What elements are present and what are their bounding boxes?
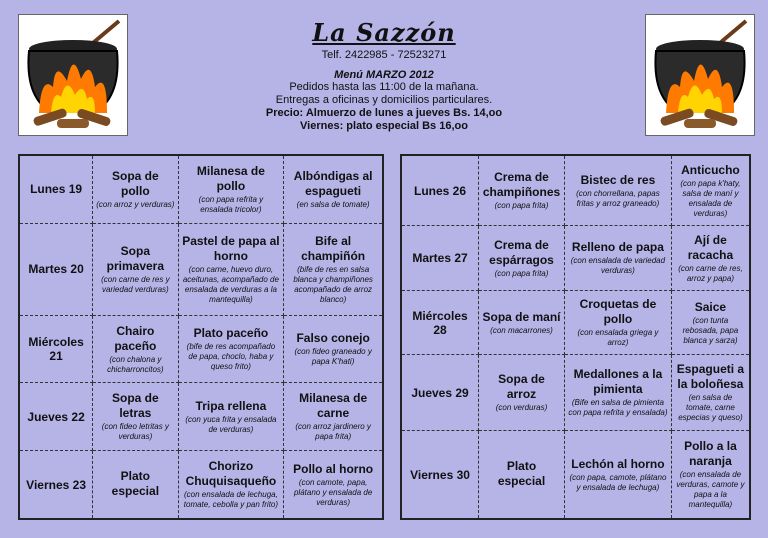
dish-name: Bife al champiñón [301, 233, 366, 263]
dish-name: Milanesa de carne [299, 391, 368, 421]
order-deadline: Pedidos hasta las 11:00 de la mañana. [289, 81, 479, 93]
dish-name: Pollo al horno [293, 461, 374, 476]
alt-dish-cell [284, 223, 383, 315]
dish-description: (con yuca frita y ensalada de verduras) [185, 414, 277, 434]
dish-description: (con camote, papa, plátano y ensalada de verduras) [293, 477, 373, 507]
day-cell [19, 315, 93, 383]
alt-dish-cell [671, 290, 750, 355]
day-label: Jueves 29 [411, 385, 469, 400]
soup-cell [479, 355, 565, 431]
soup-cell [479, 226, 565, 291]
day-cell [401, 155, 479, 226]
menu-row [19, 315, 383, 383]
menu-month-title: Menú MARZO 2012 [334, 69, 434, 81]
dish-description: (con papa k'haty, salsa de maní y ensalada de verduras) [680, 178, 741, 218]
day-cell [401, 355, 479, 431]
alt-dish-cell [671, 155, 750, 226]
price-weekday: Precio: Almuerzo de lunes a jueves Bs. 14,oo [265, 107, 503, 119]
alt-dish-cell [284, 315, 383, 383]
dish-name: Croquetas de pollo [579, 297, 657, 327]
dish-name: Crema de champiñones [482, 170, 561, 200]
dish-name: Sopa de maní [482, 309, 561, 324]
alt-dish-cell [671, 226, 750, 291]
main-dish-cell [564, 355, 671, 431]
dish-description: (con carne, huevo duro, aceitunas, acompañado de ensalada de verduras a la mantequilla) [182, 264, 279, 304]
dish-description: (con ensalada griega y arroz) [577, 328, 659, 348]
dish-name: Sopa de letras [112, 391, 159, 421]
day-label: Miércoles 21 [28, 335, 84, 364]
dish-description: (Bife en salsa de pimienta con papa refrita y ensalada) [568, 398, 668, 418]
soup-cell [479, 155, 565, 226]
restaurant-title: La Sazzón [312, 18, 456, 47]
day-label: Viernes 30 [410, 467, 470, 482]
day-cell [19, 451, 93, 519]
dish-name: Chairo paceño [114, 323, 157, 353]
price-friday: Viernes: plato especial Bs 16,oo [300, 120, 468, 132]
phone-number: Telf. 2422985 - 72523271 [321, 49, 447, 61]
menu-row [19, 155, 383, 223]
dish-description: (con carne de res y variedad verduras) [101, 274, 170, 294]
dish-description: (con papa frita) [494, 268, 549, 278]
day-label: Lunes 26 [414, 183, 467, 198]
main-dish-cell [178, 451, 284, 519]
menu-row [19, 451, 383, 519]
dish-description: (con arroz jardinero y papa frita) [295, 422, 371, 442]
dish-name: Crema de espárragos [489, 237, 554, 267]
menu-row [401, 290, 750, 355]
dish-description: (con arroz y verduras) [96, 199, 175, 209]
menu-row [401, 155, 750, 226]
dish-name: Medallones a la pimienta [573, 367, 663, 397]
main-dish-cell [564, 290, 671, 355]
main-dish-cell [564, 431, 671, 519]
week-1-menu-table [18, 154, 384, 520]
day-label: Lunes 19 [30, 182, 83, 197]
dish-description: (con fideo graneado y papa K'hati) [294, 347, 372, 367]
main-dish-cell [178, 383, 284, 451]
day-cell [401, 431, 479, 519]
menu-row [19, 223, 383, 315]
dish-name: Sopa de pollo [112, 168, 159, 198]
dish-name: Chorizo Chuquisaqueño [185, 459, 277, 489]
dish-name: Falso conejo [296, 331, 370, 346]
main-dish-cell [178, 155, 284, 223]
dish-description: (con chorrellana, papas fritas y arroz graneado) [576, 188, 660, 208]
alt-dish-cell [671, 431, 750, 519]
dish-name: Milanesa de pollo [196, 163, 265, 193]
dish-name: Bistec de res [580, 172, 656, 187]
day-label: Martes 20 [28, 262, 84, 277]
dish-name: Plato especial [111, 469, 160, 499]
day-label: Miércoles 28 [412, 308, 468, 337]
soup-cell [479, 290, 565, 355]
dish-description: (bife de res acompañado de papa, choclo, haba y queso frito) [186, 342, 276, 372]
day-cell [19, 383, 93, 451]
delivery-info: Entregas a oficinas y domicilios particulares. [275, 94, 493, 106]
dish-description: (con ensalada de verduras, camote y papa a la mantequilla) [676, 470, 745, 510]
menu-row [401, 355, 750, 431]
dish-description: (con papa frita) [494, 201, 549, 211]
dish-name: Pastel de papa al horno [182, 233, 280, 263]
dish-description: (con ensalada de variedad verduras) [570, 256, 666, 276]
dish-description: (con verduras) [495, 403, 548, 413]
dish-description: (con chalona y chicharroncitos) [107, 354, 164, 374]
dish-name: Plato especial [497, 459, 546, 489]
menu-row [19, 383, 383, 451]
dish-name: Plato paceño [193, 326, 269, 341]
menu-row [401, 431, 750, 519]
dish-name: Tripa rellena [195, 398, 267, 413]
alt-dish-cell [284, 451, 383, 519]
dish-name: Albóndigas al espagueti [293, 168, 373, 198]
day-cell [401, 290, 479, 355]
dish-description: (con papa, camote, plátano y ensalada de lechuga) [569, 472, 667, 492]
dish-description: (en salsa de tomate) [296, 199, 370, 209]
soup-cell [93, 383, 178, 451]
dish-name: Espagueti a la boloñesa [676, 362, 745, 392]
dish-name: Ají de racacha [687, 232, 734, 262]
alt-dish-cell [284, 155, 383, 223]
main-dish-cell [178, 315, 284, 383]
dish-name: Sopa de arroz [498, 372, 545, 402]
soup-cell [93, 451, 178, 519]
dish-name: Sopa primavera [106, 243, 165, 273]
soup-cell [93, 315, 178, 383]
dish-description: (con ensalada de lechuga, tomate, cebolla y pan frito) [183, 490, 279, 510]
cauldron-fire-icon [645, 14, 755, 136]
dish-description: (bife de res en salsa blanca y champiñones acompañado de arroz blanco) [293, 264, 373, 304]
week-2-menu-table [400, 154, 751, 520]
soup-cell [93, 155, 178, 223]
soup-cell [479, 431, 565, 519]
main-dish-cell [178, 223, 284, 315]
dish-description: (con tunta rebosada, papa blanca y sarza) [682, 315, 739, 345]
soup-cell [93, 223, 178, 315]
dish-description: (en salsa de tomate, carne especias y queso) [678, 393, 743, 423]
main-dish-cell [564, 226, 671, 291]
dish-name: Relleno de papa [571, 240, 664, 255]
cauldron-fire-icon [18, 14, 128, 136]
alt-dish-cell [284, 383, 383, 451]
day-cell [401, 226, 479, 291]
dish-name: Lechón al horno [571, 456, 665, 471]
day-cell [19, 155, 93, 223]
dish-name: Saice [694, 299, 727, 314]
day-cell [19, 223, 93, 315]
main-dish-cell [564, 155, 671, 226]
alt-dish-cell [671, 355, 750, 431]
dish-description: (con carne de res, arroz y papa) [678, 263, 743, 283]
dish-name: Pollo a la naranja [684, 439, 737, 469]
day-label: Viernes 23 [26, 477, 86, 492]
dish-description: (con fideo letritas y verduras) [101, 422, 169, 442]
day-label: Martes 27 [412, 251, 468, 266]
menu-header [170, 18, 598, 133]
day-label: Jueves 22 [27, 409, 85, 424]
dish-description: (con papa refrita y ensalada tricolor) [198, 194, 264, 214]
dish-name: Anticucho [681, 162, 740, 177]
dish-description: (con macarrones) [490, 325, 553, 335]
menu-row [401, 226, 750, 291]
